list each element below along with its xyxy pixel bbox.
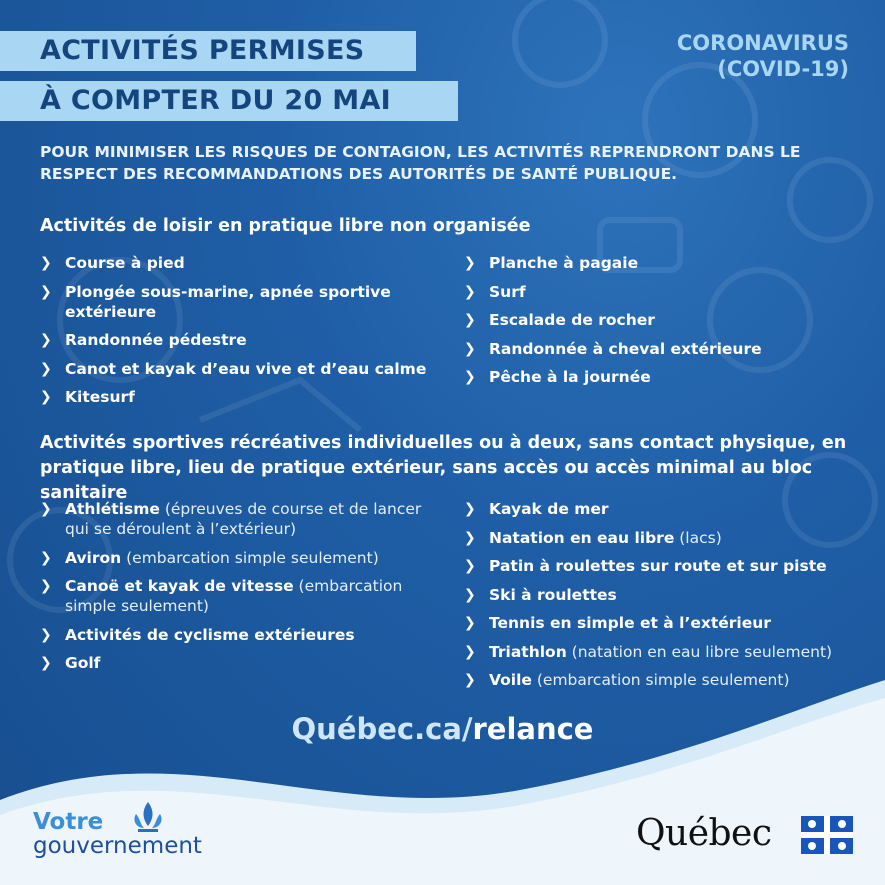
chevron-right-icon: ❯ [464, 615, 476, 631]
list-item: ❯ Natation en eau libre (lacs) [464, 528, 722, 547]
title-line-2: À COMPTER DU 20 MAI [0, 81, 458, 121]
chevron-right-icon: ❯ [464, 255, 476, 271]
chevron-right-icon: ❯ [40, 655, 52, 671]
url-suffix: relance [472, 712, 594, 746]
section2-left-list [40, 499, 440, 682]
list-item: ❯ Athlétisme (épreuves de course et de lancer qui se déroulent à l’extérieur) [40, 500, 422, 538]
covid-badge-line1: CORONAVIRUS [676, 31, 849, 55]
list-item: ❯ Planche à pagaie [464, 254, 639, 272]
list-item: ❯ Surf [464, 282, 526, 301]
covid-badge [677, 30, 849, 82]
section2-title: Activités sportives récréatives individuelles ou à deux, sans contact physique, en pratique libre, lieu de pratique extérieur, sans accès ou accès minimal au bloc sanitaire [40, 433, 847, 503]
votre-gouvernement-logo [33, 810, 202, 858]
list-item: ❯ Triathlon (natation en eau libre seulement) [464, 642, 833, 661]
covid-badge-line2: (COVID-19) [717, 57, 849, 81]
section1-right-list [464, 253, 864, 396]
list-item: ❯ Pêche à la journée [464, 368, 651, 386]
list-item: ❯ Plongée sous-marine, apnée sportive extérieure [40, 282, 391, 321]
list-item: ❯ Canoë et kayak de vitesse (embarcation simple seulement) [40, 577, 403, 615]
chevron-right-icon: ❯ [464, 672, 476, 688]
section2-right-list [464, 499, 864, 699]
list-item: ❯ Patin à roulettes sur route et sur piste [464, 557, 827, 575]
quebec-wordmark: Québec [636, 813, 772, 854]
list-item: ❯ Activités de cyclisme extérieures [40, 625, 355, 644]
list-item: ❯ Course à pied [40, 254, 185, 272]
chevron-right-icon: ❯ [40, 360, 52, 377]
section1-title: Activités de loisir en pratique libre non organisée [40, 216, 531, 236]
chevron-right-icon: ❯ [464, 558, 476, 574]
list-item: ❯ Kayak de mer [464, 500, 609, 518]
chevron-right-icon: ❯ [40, 626, 52, 643]
chevron-right-icon: ❯ [464, 312, 476, 328]
list-item: ❯ Ski à roulettes [464, 585, 617, 604]
quebec-flag-icon [801, 816, 853, 854]
chevron-right-icon: ❯ [464, 340, 476, 357]
votre-text: Votre [33, 809, 104, 835]
list-item: ❯ Randonnée à cheval extérieure [464, 339, 762, 358]
list-item: ❯ Voile (embarcation simple seulement) [464, 671, 790, 689]
chevron-right-icon: ❯ [464, 283, 476, 300]
gouvernement-text: gouvernement [33, 833, 202, 859]
list-item: ❯ Kitesurf [40, 388, 135, 406]
chevron-right-icon: ❯ [464, 529, 476, 546]
intro-text: POUR MINIMISER LES RISQUES DE CONTAGION, LES ACTIVITÉS REPRENDRONT DANS LE RESPECT DES RECOMMANDATIONS DES AUTORITÉS DE SANTÉ PUBLIQUE. [40, 143, 801, 183]
chevron-right-icon: ❯ [464, 369, 476, 385]
chevron-right-icon: ❯ [40, 549, 52, 566]
chevron-right-icon: ❯ [40, 255, 52, 271]
list-item: ❯ Canot et kayak d’eau vive et d’eau calme [40, 359, 427, 378]
title-line-1: ACTIVITÉS PERMISES [0, 31, 416, 71]
chevron-right-icon: ❯ [40, 578, 52, 594]
section1-left-list [40, 253, 440, 416]
chevron-right-icon: ❯ [40, 501, 52, 517]
chevron-right-icon: ❯ [40, 332, 52, 348]
url-prefix: Québec.ca/ [291, 712, 473, 746]
list-item: ❯ Escalade de rocher [464, 311, 655, 329]
fleur-de-lis-icon [128, 800, 168, 836]
list-item: ❯ Aviron (embarcation simple seulement) [40, 548, 379, 567]
chevron-right-icon: ❯ [464, 501, 476, 517]
chevron-right-icon: ❯ [40, 283, 52, 300]
chevron-right-icon: ❯ [464, 643, 476, 660]
chevron-right-icon: ❯ [464, 586, 476, 603]
list-item: ❯ Tennis en simple et à l’extérieur [464, 614, 771, 632]
chevron-right-icon: ❯ [40, 389, 52, 405]
list-item: ❯ Randonnée pédestre [40, 331, 247, 349]
list-item: ❯ Golf [40, 654, 101, 672]
